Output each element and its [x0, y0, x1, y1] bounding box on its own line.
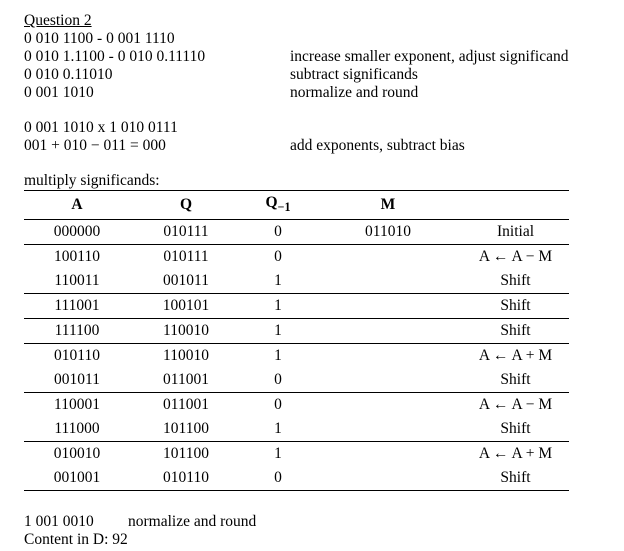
cell-a: 110011 — [54, 272, 100, 290]
cell-q: 010111 — [163, 223, 209, 241]
cell-m — [314, 245, 462, 270]
cell-operation: Shift — [500, 469, 531, 487]
work-line — [24, 48, 600, 66]
cell-q-minus-1: 0 — [274, 248, 282, 266]
work-line — [24, 66, 600, 84]
cell-q: 100101 — [162, 297, 210, 315]
cell-a: 110001 — [54, 396, 100, 414]
table-row — [24, 220, 569, 245]
step-note — [290, 119, 600, 137]
cell-q: 011001 — [163, 371, 209, 389]
cell-m — [314, 319, 462, 344]
cell-a: 100110 — [54, 248, 100, 266]
cell-q-minus-1: 1 — [274, 420, 282, 438]
table-row — [24, 417, 569, 442]
work-line — [24, 119, 600, 137]
cell-q-minus-1: 1 — [274, 297, 282, 315]
footer-section — [24, 513, 600, 549]
booth-table-body — [24, 220, 569, 491]
table-row — [24, 442, 569, 467]
cell-a: 001011 — [54, 371, 100, 389]
cell-m — [314, 294, 462, 319]
cell-q-minus-1: 1 — [274, 347, 282, 365]
cell-q: 001011 — [163, 272, 209, 290]
col-header-q-minus-1: $Q_{-1}$ — [265, 194, 291, 215]
float-subtraction-section — [24, 30, 600, 102]
cell-a: 111000 — [54, 420, 100, 438]
cell-q: 110010 — [163, 347, 209, 365]
cell-q-minus-1: 0 — [274, 371, 282, 389]
cell-m — [314, 466, 462, 491]
cell-q: 011001 — [163, 396, 209, 414]
step-note — [290, 30, 600, 48]
cell-operation: A ← A + M — [478, 347, 553, 365]
expression: 0 010 1100 - 0 001 1110 — [24, 30, 175, 47]
cell-a: 000000 — [53, 223, 101, 241]
expression: 0 001 1010 x 1 010 0111 — [24, 119, 178, 136]
table-row — [24, 466, 569, 491]
table-row — [24, 245, 569, 270]
cell-operation: A ← A − M — [478, 396, 553, 414]
work-line — [24, 137, 600, 155]
cell-q-minus-1: 0 — [274, 396, 282, 414]
cell-a: 111001 — [54, 297, 100, 315]
cell-operation: Shift — [500, 371, 531, 389]
cell-a: 010010 — [53, 445, 101, 463]
cell-a: 001001 — [53, 469, 101, 487]
cell-q: 010110 — [163, 469, 209, 487]
col-header-m: M — [380, 196, 396, 214]
col-header-a: A — [71, 196, 83, 214]
expression: 0 001 1010 — [24, 84, 94, 101]
cell-q-minus-1: 1 — [274, 322, 282, 340]
cell-m — [314, 269, 462, 294]
table-row — [24, 319, 569, 344]
table-row — [24, 393, 569, 418]
question-title: Question 2 — [24, 12, 92, 29]
work-line — [24, 30, 600, 48]
cell-m — [314, 442, 462, 467]
cell-a: 111100 — [54, 322, 100, 340]
table-header-row — [24, 191, 569, 220]
content-d-line: Content in D: 92 — [24, 531, 128, 549]
table-row — [24, 294, 569, 319]
cell-operation: Shift — [500, 297, 531, 315]
cell-operation: Shift — [500, 322, 531, 340]
cell-operation: Shift — [500, 420, 531, 438]
cell-q: 101100 — [163, 420, 209, 438]
result-line — [24, 513, 600, 531]
table-row — [24, 368, 569, 393]
expression: 0 010 0.11010 — [24, 66, 113, 83]
cell-operation: A ← A + M — [478, 445, 553, 463]
cell-m — [314, 417, 462, 442]
table-row — [24, 344, 569, 369]
cell-q: 110010 — [163, 322, 209, 340]
cell-operation: Initial — [496, 223, 535, 241]
table-row — [24, 269, 569, 294]
expression: 001 + 010 − 011 = 000 — [24, 137, 166, 154]
cell-a: 010110 — [54, 347, 100, 365]
col-header-operation — [462, 191, 569, 220]
step-note: increase smaller exponent, adjust significand — [290, 48, 569, 65]
cell-m — [314, 368, 462, 393]
result-note: normalize and round — [128, 513, 257, 531]
cell-q: 010111 — [163, 248, 209, 266]
col-header-q: Q — [179, 196, 193, 214]
cell-q-minus-1: 1 — [274, 445, 282, 463]
cell-m — [314, 393, 462, 418]
cell-q-minus-1: 0 — [274, 223, 282, 241]
table-label: multiply significands: — [24, 172, 160, 189]
cell-operation: Shift — [500, 272, 531, 290]
work-line — [24, 84, 600, 102]
cell-m: 011010 — [365, 223, 411, 241]
result-bits: 1 001 0010 — [24, 513, 94, 531]
cell-operation: A ← A − M — [478, 248, 553, 266]
step-note: normalize and round — [290, 84, 419, 101]
float-multiplication-section — [24, 119, 600, 155]
booth-multiplication-table — [24, 190, 569, 491]
expression: 0 010 1.1100 - 0 010 0.11110 — [24, 48, 206, 65]
cell-q: 101100 — [163, 445, 209, 463]
step-note: subtract significands — [290, 66, 418, 83]
step-note: add exponents, subtract bias — [290, 137, 465, 154]
cell-q-minus-1: 1 — [274, 272, 282, 290]
cell-q-minus-1: 0 — [274, 469, 282, 487]
cell-m — [314, 344, 462, 369]
